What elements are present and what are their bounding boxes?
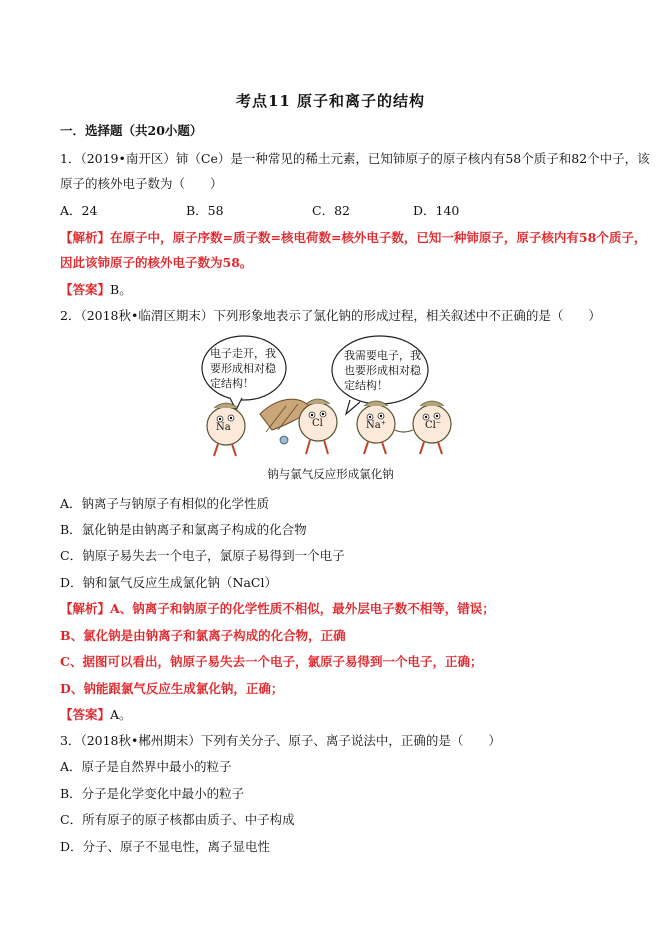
q3-stem: 3．（2018秋•郴州期末）下列有关分子、原子、离子说法中，正确的是（ ） bbox=[60, 733, 501, 748]
holding-hands bbox=[395, 430, 413, 432]
q2-analysis-c: C、据图可以看出，钠原子易失去一个电子，氯原子易得到一个电子，正确； bbox=[60, 654, 483, 669]
label-na-ion: Na⁺ bbox=[366, 420, 386, 431]
page-title: 考点11 原子和离子的结构 bbox=[235, 92, 426, 110]
q3-option-a: A．原子是自然界中最小的粒子 bbox=[60, 759, 232, 774]
q2-option-a: A．钠离子与钠原子有相似的化学性质 bbox=[60, 496, 270, 511]
label-cl-ion: Cl⁻ bbox=[425, 420, 442, 431]
q3-option-d: D．分子、原子不显电性，离子显电性 bbox=[60, 839, 271, 854]
q1-option-c: C．82 bbox=[312, 203, 350, 218]
bubble-left-line2: 要形成相对稳 bbox=[210, 362, 276, 375]
q2-stem: 2．（2018秋•临渭区期末）下列形象地表示了氯化钠的形成过程，相关叙述中不正确的是（ ） bbox=[60, 308, 601, 323]
q2-analysis-a: 【解析】A、钠离子和钠原子的化学性质不相似，最外层电子数不相等，错误； bbox=[60, 601, 495, 616]
electron-icon bbox=[280, 436, 288, 444]
q1-answer-value: B。 bbox=[110, 282, 132, 297]
q2-option-b: B．氯化钠是由钠离子和氯离子构成的化合物 bbox=[60, 522, 307, 537]
q1-stem-line2: 原子的核外电子数为（ ） bbox=[60, 176, 223, 191]
q1-stem-line1: 1．（2019•南开区）铈（Ce）是一种常见的稀土元素，已知铈原子的原子核内有58个质子和82个中子，该 bbox=[60, 151, 650, 166]
q2-analysis-d: D、钠能跟氯气反应生成氯化钠，正确； bbox=[60, 681, 284, 696]
q1-option-a: A．24 bbox=[60, 203, 98, 218]
bubble-left-line3: 定结构！ bbox=[210, 377, 254, 390]
section-heading: 一．选择题（共20小题） bbox=[60, 123, 203, 138]
label-cl: Cl bbox=[312, 418, 323, 429]
bubble-right-line1: 我需要电子，我 bbox=[344, 349, 421, 362]
q1-option-b: B．58 bbox=[186, 203, 224, 218]
label-na: Na bbox=[216, 422, 231, 433]
speech-bubble-right-tail bbox=[346, 400, 360, 414]
bubble-left-text bbox=[210, 346, 276, 391]
q3-option-b: B．分子是化学变化中最小的粒子 bbox=[60, 786, 245, 801]
q1-analysis-line2: 因此该铈原子的核外电子数为58。 bbox=[60, 255, 253, 270]
sodium-chloride-illustration bbox=[200, 334, 460, 460]
q2-analysis-b: B、氯化钠是由钠离子和氯离子构成的化合物，正确 bbox=[60, 628, 346, 643]
q1-analysis-line1: 【解析】在原子中，原子序数=质子数=核电荷数=核外电子数，已知一种铈原子，原子核内有58个质子， bbox=[60, 230, 647, 245]
q2-answer-value: A。 bbox=[110, 707, 132, 722]
figure-caption: 钠与氯气反应形成氯化钠 bbox=[267, 467, 394, 481]
bubble-right-line2: 也要形成相对稳 bbox=[344, 364, 421, 377]
q2-option-d: D．钠和氯气反应生成氯化钠（NaCl） bbox=[60, 575, 277, 590]
bubble-right-line3: 定结构！ bbox=[344, 379, 388, 392]
q2-option-c: C．钠原子易失去一个电子，氯原子易得到一个电子 bbox=[60, 548, 345, 563]
bubble-right-text bbox=[344, 348, 421, 393]
q3-option-c: C．所有原子的原子核都由质子、中子构成 bbox=[60, 812, 295, 827]
bubble-left-line1: 电子走开，我 bbox=[210, 347, 276, 360]
q2-answer bbox=[60, 705, 621, 723]
q1-option-d: D．140 bbox=[413, 203, 460, 218]
q2-answer-label: 【答案】 bbox=[60, 707, 111, 722]
q1-answer bbox=[60, 280, 621, 298]
q1-answer-label: 【答案】 bbox=[60, 282, 111, 297]
